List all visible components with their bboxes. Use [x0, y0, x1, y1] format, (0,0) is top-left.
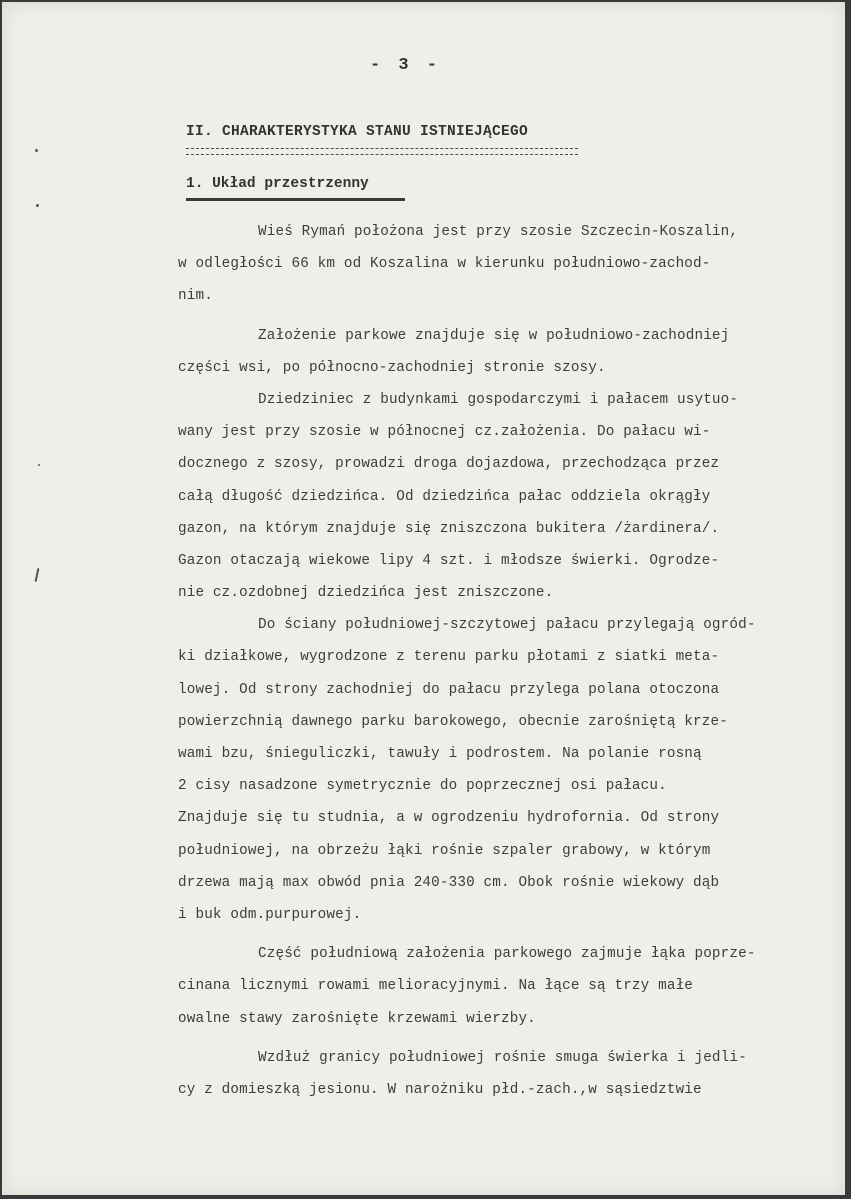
- text-line: wany jest przy szosie w północnej cz.założenia. Do pałacu wi-: [178, 424, 711, 441]
- text-line: i buk odm.purpurowej.: [178, 906, 362, 923]
- scan-speck: [38, 464, 40, 466]
- text-line: cy z domieszką jesionu. W narożniku płd.-zach.,w sąsiedztwie: [178, 1081, 702, 1098]
- text-line: owalne stawy zarośnięte krzewami wierzby.: [178, 1010, 536, 1027]
- text-line: powierzchnią dawnego parku barokowego, obecnie zarośniętą krze-: [178, 713, 728, 730]
- text-line: Dziedziniec z budynkami gospodarczymi i pałacem usytuo-: [258, 391, 739, 408]
- text-line: Część południową założenia parkowego zajmuje łąka poprze-: [258, 946, 756, 963]
- text-line: Do ściany południowej-szczytowej pałacu przylegają ogród-: [258, 617, 756, 634]
- subsection-title: 1. Układ przestrzenny: [186, 176, 369, 192]
- scan-speck: [35, 149, 38, 152]
- text-line: Gazon otaczają wiekowe lipy 4 szt. i młodsze świerki. Ogrodze-: [178, 552, 720, 569]
- text-line: lowej. Od strony zachodniej do pałacu przylega polana otoczona: [178, 681, 720, 698]
- text-line: Wzdłuż granicy południowej rośnie smuga świerka i jedli-: [258, 1049, 747, 1066]
- section-title-double-underline: [186, 148, 578, 155]
- scan-speck: [35, 568, 40, 582]
- section-title: II. CHARAKTERYSTYKA STANU ISTNIEJĄCEGO: [186, 124, 529, 140]
- text-line: 2 cisy nasadzone symetrycznie do poprzecznej osi pałacu.: [178, 778, 667, 795]
- text-line: części wsi, po północno-zachodniej stronie szosy.: [178, 359, 606, 376]
- document-page: [2, 2, 845, 1195]
- text-line: nie cz.ozdobnej dziedzińca jest zniszczone.: [178, 585, 554, 602]
- text-line: docznego z szosy, prowadzi droga dojazdowa, przechodząca przez: [178, 456, 720, 473]
- text-line: południowej, na obrzeżu łąki rośnie szpaler grabowy, w którym: [178, 842, 711, 859]
- text-line: ki działkowe, wygrodzone z terenu parku płotami z siatki meta-: [178, 649, 720, 666]
- text-line: wami bzu, śnieguliczki, tawuły i podrostem. Na polanie rosną: [178, 746, 702, 762]
- text-line: drzewa mają max obwód pnia 240-330 cm. Obok rośnie wiekowy dąb: [178, 874, 720, 891]
- page-number: - 3 -: [370, 56, 442, 75]
- text-line: nim.: [178, 288, 213, 305]
- text-line: Założenie parkowe znajduje się w południowo-zachodniej: [258, 327, 730, 344]
- text-line: Znajduje się tu studnia, a w ogrodzeniu hydrofornia. Od strony: [178, 810, 720, 827]
- body-text: [178, 216, 838, 1106]
- subsection-underline: [186, 198, 405, 201]
- text-line: cinana licznymi rowami melioracyjnymi. Na łące są trzy małe: [178, 978, 694, 995]
- text-line: Wieś Rymań położona jest przy szosie Szczecin-Koszalin,: [258, 224, 739, 240]
- scan-speck: [36, 204, 39, 207]
- text-line: całą długość dziedzińca. Od dziedzińca pałac oddziela okrągły: [178, 488, 711, 505]
- text-line: w odległości 66 km od Koszalina w kierunku południowo-zachod-: [178, 256, 711, 273]
- text-line: gazon, na którym znajduje się zniszczona bukitera /żardinera/.: [178, 520, 720, 537]
